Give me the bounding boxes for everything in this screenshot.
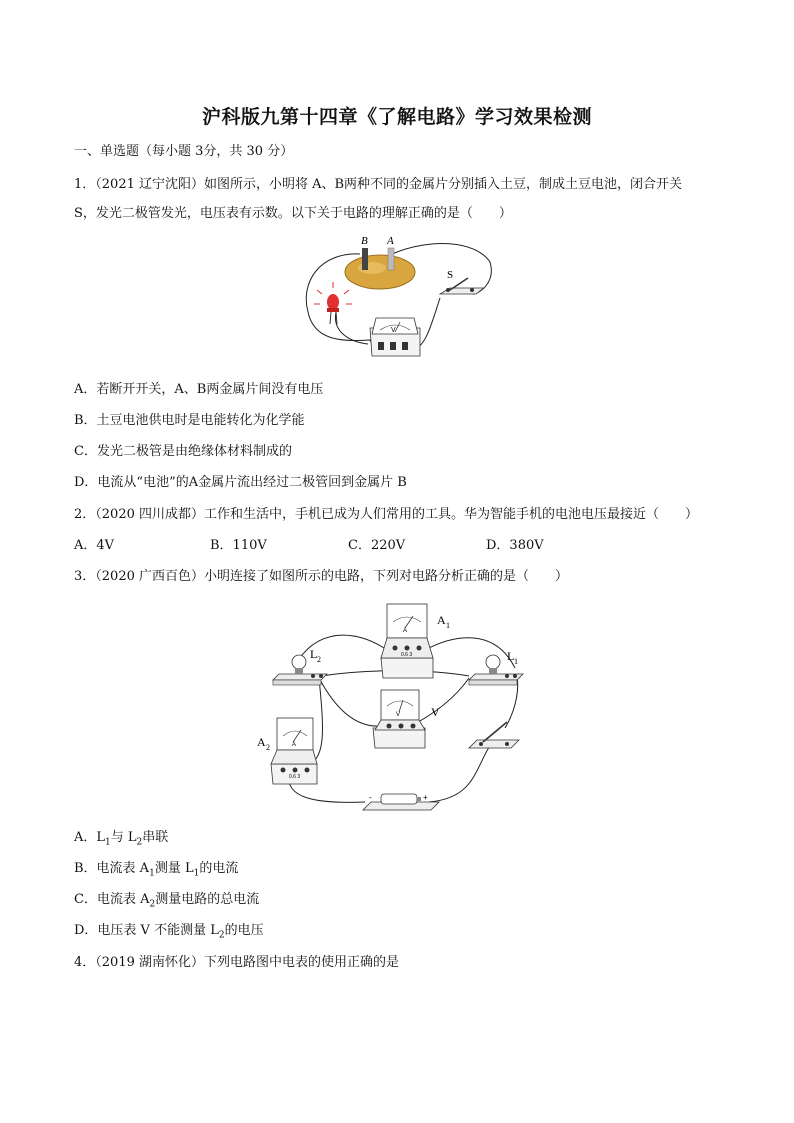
q3-meter-a1-scale: 0.6 3 bbox=[401, 652, 413, 658]
q3-label-l1-sub: 1 bbox=[514, 657, 518, 666]
q3-circuit-figure bbox=[255, 598, 535, 820]
q1-option-d: D．电流从“电池”的A金属片流出经过二极管回到金属片 B bbox=[74, 475, 407, 490]
q3-stem: 3．（2020 广西百色）小明连接了如图所示的电路，下列对电路分析正确的是（ ） bbox=[74, 569, 568, 584]
q1-option-c: C．发光二极管是由绝缘体材料制成的 bbox=[74, 444, 292, 459]
q3-label-a2-sub: 2 bbox=[266, 743, 270, 752]
q1-option-b: B．土豆电池供电时是电能转化为化学能 bbox=[74, 413, 305, 428]
q2-option-c: C．220V bbox=[348, 538, 406, 553]
q2-option-d: D．380V bbox=[486, 538, 544, 553]
q3-option-b: B．电流表 $A_1$测量 $L_1$的电流 bbox=[74, 861, 239, 879]
q3-label-v: V bbox=[431, 705, 440, 719]
svg-text:-: - bbox=[369, 793, 372, 802]
q2-option-a: A．4V bbox=[74, 538, 115, 553]
q3-label-a1-sub: 1 bbox=[446, 621, 450, 630]
q1-option-a: A．若断开开关，A、B两金属片间没有电压 bbox=[74, 382, 324, 397]
q3-label-a2: A bbox=[257, 735, 266, 749]
q1-label-s: S bbox=[447, 269, 454, 281]
q3-label-l1: L bbox=[507, 649, 515, 663]
section-heading: 一、单选题（每小题 3分，共 30 分） bbox=[74, 144, 294, 159]
q3-option-d: D．电压表 V 不能测量 $L_2$的电压 bbox=[74, 923, 264, 941]
page-title: 沪科版九第十四章《了解电路》学习效果检测 bbox=[201, 106, 592, 128]
q1-label-b: B bbox=[361, 235, 368, 247]
q3-meter-a2-scale: 0.6 3 bbox=[289, 774, 301, 780]
q3-label-l2: L bbox=[310, 647, 318, 661]
q3-label-a1: A bbox=[437, 613, 446, 627]
svg-text:+: + bbox=[423, 793, 428, 802]
q4-stem: 4．（2019 湖南怀化）下列电路图中电表的使用正确的是 bbox=[74, 955, 399, 970]
q1-label-v: V bbox=[391, 327, 396, 334]
q1-stem-line2: S，发光二极管发光，电压表有示数。以下关于电路的理解正确的是（ ） bbox=[74, 206, 512, 221]
q3-option-a: A．$L_1$与 $L_2$串联 bbox=[74, 830, 169, 848]
q1-potato-battery-circuit-figure bbox=[300, 232, 495, 367]
q1-label-a: A bbox=[387, 235, 394, 247]
q2-stem: 2．（2020 四川成都）工作和生活中，手机已成为人们常用的工具。华为智能手机的电池电压最接近（ ） bbox=[74, 507, 698, 522]
q3-meter-a2-face-label: A bbox=[292, 742, 297, 748]
q3-meter-v-face-label: V bbox=[396, 712, 401, 718]
q3-label-l2-sub: 2 bbox=[317, 655, 321, 664]
q2-option-b: B．110V bbox=[210, 538, 267, 553]
q1-stem-line1: 1．（2021 辽宁沈阳）如图所示，小明将 A、B两种不同的金属片分别插入土豆，制成土豆电池，闭合开关 bbox=[74, 177, 683, 192]
q3-option-c: C．电流表 $A_2$测量电路的总电流 bbox=[74, 892, 260, 910]
q3-meter-a1-face-label: A bbox=[403, 628, 408, 634]
